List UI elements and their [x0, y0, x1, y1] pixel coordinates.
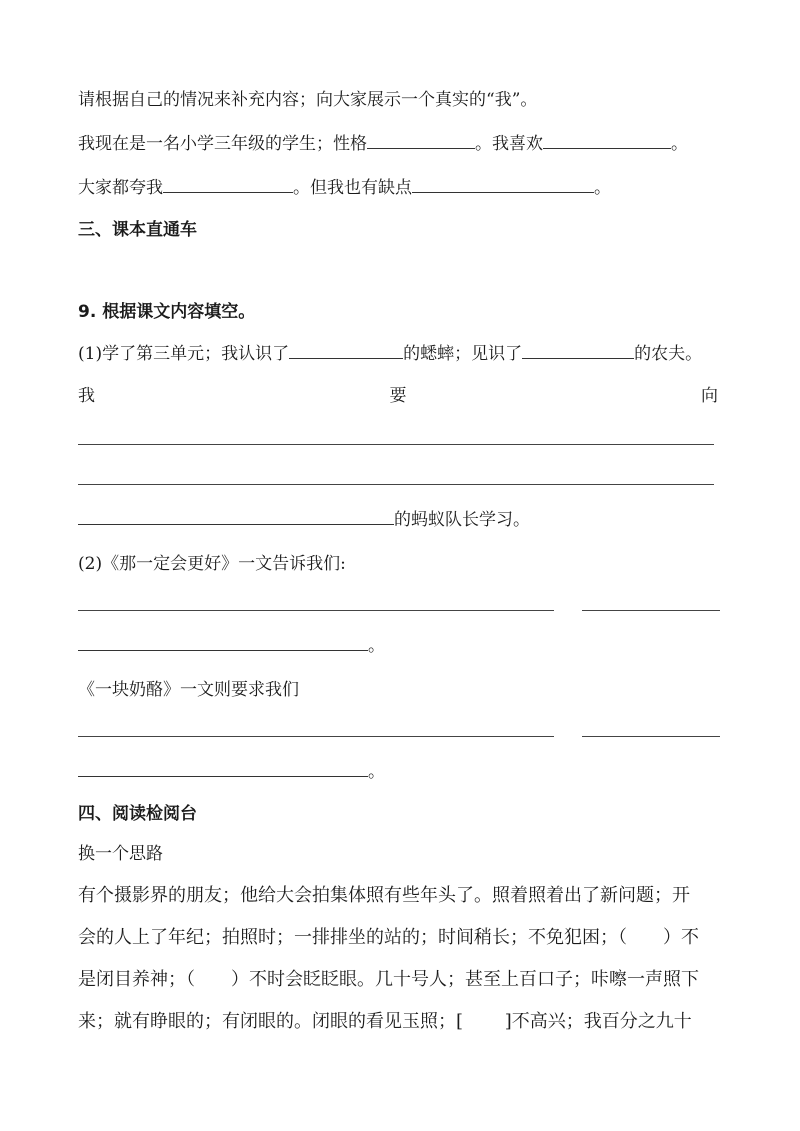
q9-part3-line: 《一块奶酪》一文则要求我们 — [78, 680, 299, 700]
intro-text-3a: 大家都夸我 — [78, 178, 163, 198]
spread-word-3: 向 — [701, 386, 718, 406]
reading-para-line-1: 有个摄影界的朋友；他给大会拍集体照有些年头了。照着照着出了新问题；开 — [78, 885, 690, 906]
intro-text-2a: 我现在是一名小学三年级的学生；性格 — [78, 134, 367, 154]
intro-text-3b: 。但我也有缺点 — [293, 178, 412, 198]
intro-text-1: 请根据自己的情况来补充内容；向大家展示一个真实的“我”。 — [78, 90, 538, 110]
intro-text-2c: 。 — [671, 134, 688, 154]
q9-part2-line: (2)《那一定会更好》一文告诉我们: — [78, 554, 346, 574]
answer-line-2[interactable] — [78, 484, 714, 485]
intro-text-2b: 。我喜欢 — [475, 134, 543, 154]
spread-word-2: 要 — [389, 386, 407, 406]
q9-p1-end-text: 的蚂蚁队长学习。 — [394, 510, 530, 530]
q9-part2-end-line — [78, 634, 385, 658]
part3-final-blank[interactable] — [78, 760, 368, 777]
intro-line-1 — [78, 88, 537, 112]
section-3-title: 三、课本直通车 — [78, 220, 197, 240]
answer-line-3a[interactable] — [78, 610, 554, 611]
cricket-blank[interactable] — [289, 342, 403, 359]
section-4-title: 四、阅读检阅台 — [78, 804, 197, 824]
q9-p1-text-b: 的蟋蟀；见识了 — [403, 344, 523, 364]
q9-p1-text-c: 的农夫。 — [634, 344, 703, 364]
q9-p1-text-a: (1)学了第三单元；我认识了 — [78, 344, 290, 364]
q9-part3-end-line — [78, 760, 385, 784]
reading-subtitle: 换一个思路 — [78, 844, 163, 864]
farmer-blank[interactable] — [522, 342, 634, 359]
q9-p2-end-text: 。 — [368, 636, 385, 656]
likes-blank[interactable] — [543, 132, 671, 149]
personality-blank[interactable] — [367, 132, 475, 149]
intro-text-3c: 。 — [594, 178, 611, 198]
answer-line-4a[interactable] — [78, 736, 554, 737]
reading-para-line-4: 来；就有睁眼的；有闭眼的。闭眼的看见玉照；[ ]不高兴；我百分之九十 — [78, 1011, 692, 1032]
q9-part1-end-line — [78, 508, 530, 532]
spread-word-1: 我 — [78, 386, 95, 406]
q9-title: 9. 根据课文内容填空。 — [78, 302, 256, 322]
intro-line-3 — [78, 176, 611, 200]
answer-line-4b[interactable] — [582, 736, 720, 737]
answer-line-3b[interactable] — [582, 610, 720, 611]
q9-spread-line — [78, 384, 718, 408]
ant-captain-blank[interactable] — [78, 508, 394, 525]
praise-blank[interactable] — [163, 176, 293, 193]
shortcoming-blank[interactable] — [412, 176, 594, 193]
q9-part1-line — [78, 342, 702, 366]
reading-para-line-3: 是闭目养神；（ ）不时会眨眨眼。几十号人；甚至上百口子；咔嚓一声照下 — [78, 969, 699, 990]
intro-line-2 — [78, 132, 688, 156]
q9-p3-end-text: 。 — [368, 762, 385, 782]
reading-para-line-2: 会的人上了年纪；拍照时；一排排坐的站的；时间稍长；不免犯困；（ ）不 — [78, 927, 699, 948]
answer-line-1[interactable] — [78, 444, 714, 445]
part2-final-blank[interactable] — [78, 634, 368, 651]
